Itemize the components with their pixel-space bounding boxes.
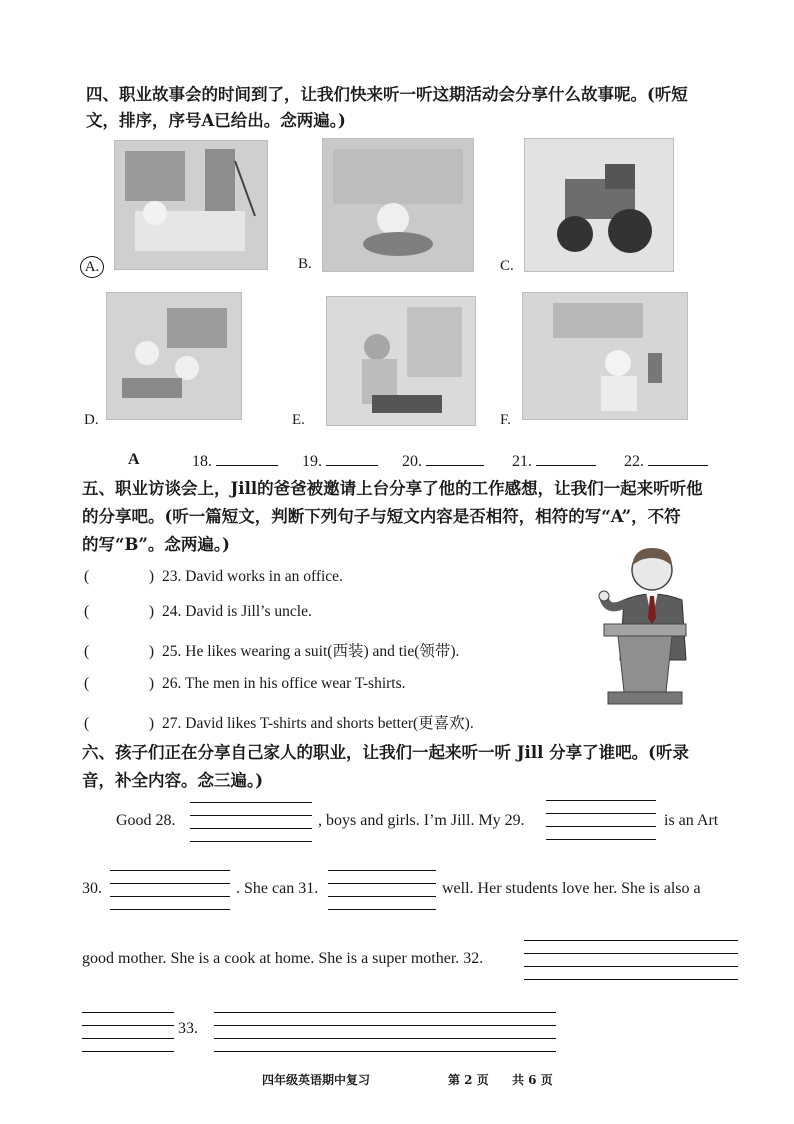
- section6-instruction-line1: 六、孩子们正在分享自己家人的职业，让我们一起来听一听 Jill 分享了谁吧。(听录: [82, 743, 689, 762]
- answer-19-label: 19.: [302, 453, 322, 470]
- answer-20[interactable]: [402, 451, 484, 471]
- statement-26: 26. The men in his office wear T-shirts.: [162, 675, 406, 692]
- footer-title: 四年级英语期中复习: [262, 1073, 371, 1087]
- paren-close: ): [148, 643, 154, 660]
- bedroom-scene-icon: [115, 141, 267, 269]
- label-e: E.: [292, 412, 305, 428]
- answer-slot-26[interactable]: [84, 675, 154, 693]
- statement-27: 27. David likes T-shirts and shorts better(更喜欢).: [162, 715, 474, 732]
- answer-19-blank[interactable]: [326, 451, 378, 466]
- footer-total: 共 6 页: [512, 1073, 553, 1087]
- cook-scene-icon: [323, 139, 473, 271]
- label-c: C.: [500, 258, 514, 274]
- answer-22[interactable]: [624, 451, 708, 471]
- label-a: [80, 256, 104, 278]
- blank-30[interactable]: [110, 870, 230, 910]
- office-scene-icon: [107, 293, 241, 419]
- label-d: D.: [84, 412, 99, 428]
- given-answer: A: [128, 451, 140, 468]
- section6-instruction-line2: 音，补全内容。念三遍。): [82, 771, 264, 790]
- blank-28[interactable]: [190, 802, 312, 842]
- paren-close: ): [148, 568, 154, 585]
- picture-d: [106, 292, 242, 420]
- answer-21-label: 21.: [512, 453, 532, 470]
- paren-close: ): [148, 603, 154, 620]
- answer-slot-23[interactable]: [84, 568, 154, 586]
- blank-32[interactable]: [524, 940, 738, 980]
- section4-instruction-line1: 四、职业故事会的时间到了，让我们快来听一听这期活动会分享什么故事呢。(听短: [86, 85, 688, 104]
- section5-instruction-line2: 的分享吧。(听一篇短文，判断下列句子与短文内容是否相符，相符的写“A”，不符: [82, 507, 681, 526]
- footer-page: 第 2 页: [448, 1073, 489, 1087]
- answer-18-label: 18.: [192, 453, 212, 470]
- paren-open: (: [84, 675, 90, 692]
- statement-25: 25. He likes wearing a suit(西装) and tie(领带).: [162, 643, 460, 660]
- paren-close: ): [148, 675, 154, 692]
- blank-31[interactable]: [328, 870, 436, 910]
- picture-e: [326, 296, 476, 426]
- picture-f: [522, 292, 688, 420]
- statement-24: 24. David is Jill’s uncle.: [162, 603, 312, 620]
- answer-21[interactable]: [512, 451, 596, 471]
- answer-18[interactable]: [192, 451, 278, 471]
- answer-20-label: 20.: [402, 453, 422, 470]
- judge-item-24: [84, 603, 312, 621]
- statement-23: 23. David works in an office.: [162, 568, 343, 585]
- answer-22-blank[interactable]: [648, 451, 708, 466]
- judge-item-25: [84, 639, 459, 661]
- blank-33[interactable]: [214, 1012, 556, 1052]
- section4-instruction-line2: 文，排序，序号A已给出。念两遍。): [86, 111, 346, 130]
- label-a-text: A.: [80, 256, 104, 278]
- picture-b: [322, 138, 474, 272]
- answer-18-blank[interactable]: [216, 451, 278, 466]
- answer-slot-25[interactable]: [84, 643, 154, 661]
- cloze-text-3: is an Art: [664, 812, 719, 829]
- paren-close: ): [148, 715, 154, 732]
- cloze-text-4: 30.: [82, 880, 102, 897]
- paren-open: (: [84, 715, 90, 732]
- answer-21-blank[interactable]: [536, 451, 596, 466]
- judge-item-26: [84, 675, 406, 693]
- cloze-text-6: well. Her students love her. She is also a: [442, 880, 701, 897]
- answer-slot-27[interactable]: [84, 715, 154, 733]
- judge-item-27: [84, 711, 474, 733]
- tractor-scene-icon: [525, 139, 673, 271]
- paren-open: (: [84, 568, 90, 585]
- answer-19[interactable]: [302, 451, 378, 471]
- paren-open: (: [84, 603, 90, 620]
- label-f: F.: [500, 412, 511, 428]
- cloze-text-8: 33.: [178, 1020, 198, 1037]
- picture-a: [114, 140, 268, 270]
- answer-22-label: 22.: [624, 453, 644, 470]
- blank-32-continued[interactable]: [82, 1012, 174, 1052]
- picture-c: [524, 138, 674, 272]
- cloze-text-2: , boys and girls. I’m Jill. My 29.: [318, 812, 525, 829]
- answer-slot-24[interactable]: [84, 603, 154, 621]
- cloze-text-1: Good 28.: [116, 812, 176, 829]
- cloze-text-7: good mother. She is a cook at home. She is a super mother. 32.: [82, 950, 484, 967]
- section5-instruction-line1: 五、职业访谈会上，Jill的爸爸被邀请上台分享了他的工作感想，让我们一起来听听他: [82, 479, 703, 498]
- section5-instruction-line3: 的写“B”。念两遍。): [82, 535, 230, 554]
- nurse-scene-icon: [523, 293, 687, 419]
- speaker-at-podium-icon: [594, 540, 698, 708]
- woman-scene-icon: [327, 297, 475, 425]
- paren-open: (: [84, 643, 90, 660]
- cloze-text-5: . She can 31.: [236, 880, 319, 897]
- blank-29[interactable]: [546, 800, 656, 840]
- judge-item-23: [84, 568, 343, 586]
- label-b: B.: [298, 256, 312, 272]
- answer-20-blank[interactable]: [426, 451, 484, 466]
